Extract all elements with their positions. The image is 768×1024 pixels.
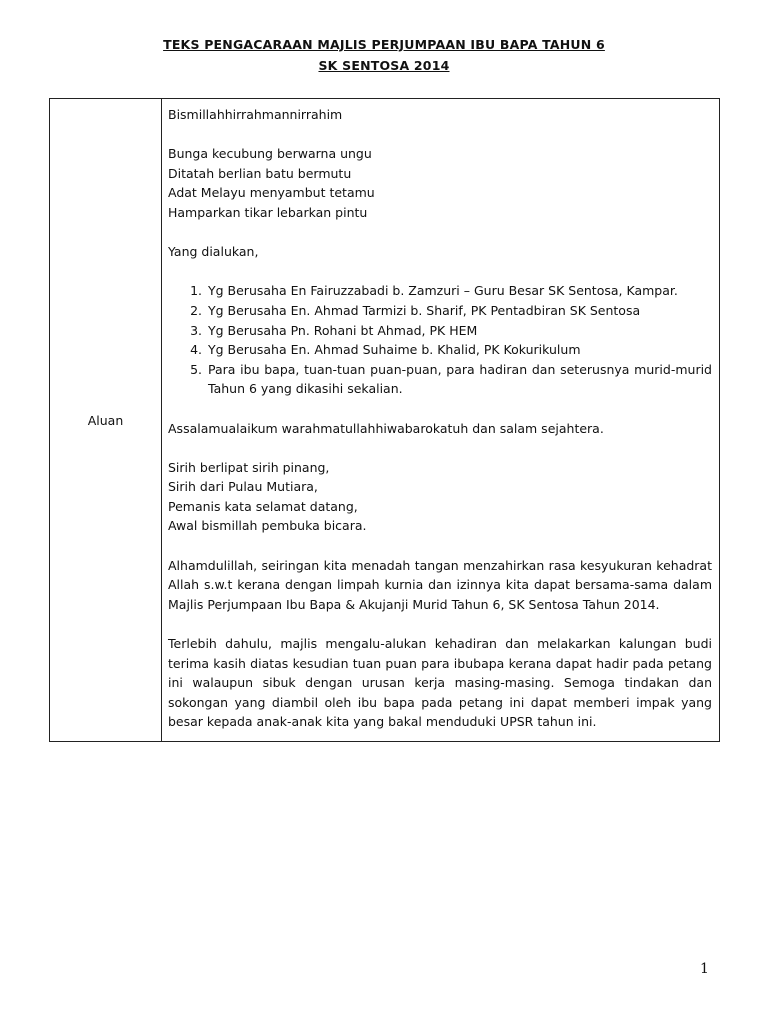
body-paragraph: Terlebih dahulu, majlis mengalu-alukan kehadiran dan melakarkan kalungan budi terima kasih diatas kesudian tuan puan para ibubapa kerana dapat hadir pada petang ini walaupun sibuk dengan urusan kerja masing-masing. Semoga tindakan dan sokongan yang diambil oleh ibu bapa pada petang ini dapat memberi impak yang besar kepada anak-anak kita yang bakal menduduki UPSR tahun ini. bbox=[168, 636, 712, 730]
guest-list bbox=[168, 281, 712, 399]
pantun2-line: Sirih dari Pulau Mutiara, bbox=[168, 479, 318, 495]
pantun2-line: Awal bismillah pembuka bicara. bbox=[168, 518, 367, 534]
pantun1-line: Hamparkan tikar lebarkan pintu bbox=[168, 204, 368, 220]
pantun1-line: Ditatah berlian batu bermutu bbox=[168, 165, 352, 181]
pantun1-line: Adat Melayu menyambut tetamu bbox=[168, 185, 375, 201]
guest-item: 2. Yg Berusaha En. Ahmad Tarmizi b. Sharif, PK Pentadbiran SK Sentosa bbox=[206, 301, 712, 321]
guest-item: 1. Yg Berusaha En Fairuzzabadi b. Zamzuri – Guru Besar SK Sentosa, Kampar. bbox=[206, 281, 712, 301]
script-table bbox=[49, 98, 720, 742]
pantun2-line: Pemanis kata selamat datang, bbox=[168, 498, 358, 514]
document-title: TEKS PENGACARAAN MAJLIS PERJUMPAAN IBU BAPA TAHUN 6 bbox=[163, 37, 605, 52]
content-cell bbox=[162, 99, 720, 742]
pantun1-line: Bunga kecubung berwarna ungu bbox=[168, 146, 372, 162]
section-label: Aluan bbox=[50, 99, 162, 742]
pantun2-line: Sirih berlipat sirih pinang, bbox=[168, 459, 330, 475]
table-row bbox=[50, 99, 720, 742]
guest-item: 3. Yg Berusaha Pn. Rohani bt Ahmad, PK HEM bbox=[206, 321, 712, 341]
document-subtitle: SK SENTOSA 2014 bbox=[318, 58, 450, 73]
guest-item: 5. Para ibu bapa, tuan-tuan puan-puan, para hadiran dan seterusnya murid-murid Tahun 6 yang dikasihi sekalian. bbox=[206, 360, 712, 399]
salam-line: Assalamualaikum warahmatullahhiwabarokatuh dan salam sejahtera. bbox=[168, 420, 604, 436]
page-number: 1 bbox=[700, 961, 709, 977]
greeting-intro: Yang dialukan, bbox=[168, 244, 259, 260]
body-paragraph: Alhamdulillah, seiringan kita menadah tangan menzahirkan rasa kesyukuran kehadrat Allah s.w.t kerana dengan limpah kurnia dan izinnya kita dapat bersama-sama dalam Majlis Perjumpaan Ibu Bapa & Akujanji Murid Tahun 6, SK Sentosa Tahun 2014. bbox=[168, 557, 712, 612]
guest-item: 4. Yg Berusaha En. Ahmad Suhaime b. Khalid, PK Kokurikulum bbox=[206, 340, 712, 360]
opening-line: Bismillahhirrahmannirrahim bbox=[168, 107, 343, 122]
